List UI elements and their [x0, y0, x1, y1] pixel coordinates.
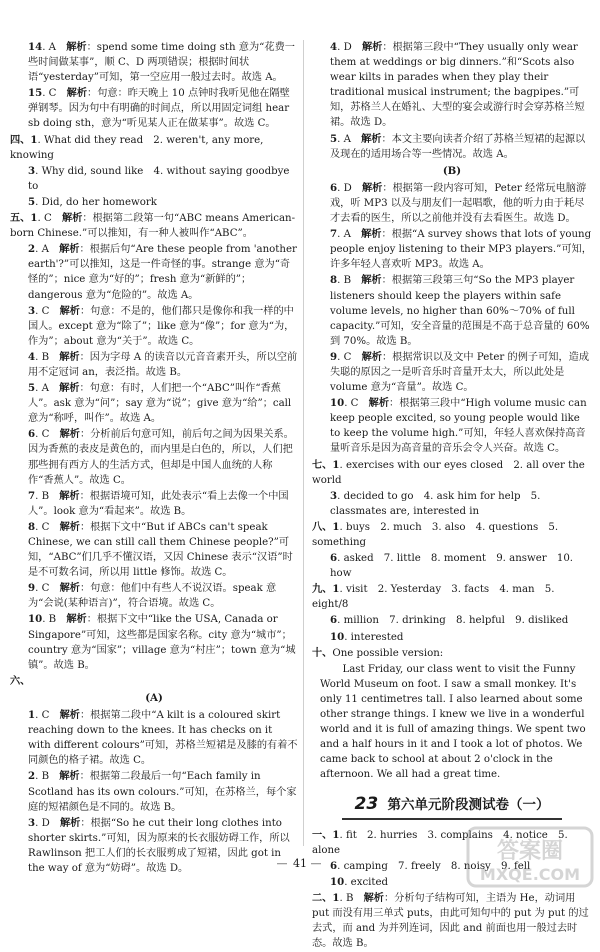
page-number-text: 41 [293, 857, 307, 870]
analysis-label: 解析 [361, 181, 383, 194]
analysis-label: 解析 [59, 709, 80, 722]
answer-number: 14 [28, 41, 43, 53]
answer-text: . Did, do her homework [35, 196, 157, 208]
analysis-label: 解析 [59, 582, 80, 595]
answer-text: One possible version: [332, 647, 444, 659]
answer-text: . fit 2. hurries 3. complains 4. notice 5. alone [312, 829, 568, 856]
analysis-label: 解析 [368, 397, 390, 410]
left-answer-item [10, 211, 298, 241]
analysis-label: 解析 [59, 243, 80, 256]
analysis-label: 解析 [59, 520, 80, 533]
answer-number: 九、1 [312, 583, 340, 596]
right-answer-item [312, 520, 592, 550]
answer-number: 3 [28, 304, 36, 317]
answer-number: 1 [28, 709, 36, 722]
answer-number: 7 [330, 228, 338, 241]
left-answer-item [10, 427, 298, 487]
analysis-label: 解析 [361, 228, 382, 241]
svg-text:答案圈: 答案圈 [496, 839, 564, 864]
analysis-label: 解析 [61, 212, 83, 225]
answer-text: . A 解析：根据后句“Are these people from 'another earth'?”可以推知，这是一件奇怪的事。strange 意为“奇怪的”；nice 意为“好的”；fresh 意为“新鲜的”；dangerous 意为“危险的”。故选 A。 [28, 243, 297, 301]
answer-text: . decided to go 4. ask him for help 5. classmates are, interested in [330, 490, 541, 517]
answer-text: . C 解析：根据第二段第一句“ABC means American-born Chinese.”可以推知，有一种人被叫作“ABC”。 [10, 212, 296, 240]
answer-text: . C 解析：根据下文中“But if ABCs can't speak Chinese, we can still call them Chinese people?”可知，“ABC”们几乎不懂汉语，又因 Chinese 表示“汉语”时是不可数名词，所以用 little 修饰。故选 C。 [28, 520, 293, 579]
analysis-label: 解析 [66, 613, 87, 626]
left-answer-item [10, 133, 298, 163]
right-answer-item [312, 582, 592, 612]
unit-test-header [312, 793, 592, 820]
unit-test-rule [342, 818, 562, 820]
answer-number: 9 [28, 582, 36, 595]
right-answer-item [312, 227, 592, 272]
left-answer-item [10, 40, 298, 85]
analysis-label: 解析 [361, 350, 382, 363]
answer-text: . excited [344, 876, 389, 888]
watermark-logo [466, 826, 594, 888]
answer-text: . D 解析：根据“So he cut their long clothes into shorter skirts.”可知，因为原来的长衣服妨碍工作，所以 Rawlinson 把工人们的长衣服剪成了短裙，因此 got in the way of 意为“妨碍”。故选 D。 [28, 816, 290, 874]
answer-number: 7 [28, 489, 36, 502]
answer-text: . A 解析：spend some time doing sth 意为“花费一些时间做某事”，顺 C、D 两项错误；根据时间状语“yesterday”可知，第一空应用一般过去时。故选 A。 [28, 41, 295, 84]
answer-number: 6 [330, 614, 338, 627]
analysis-label: 解析 [361, 274, 382, 287]
left-answer-item [10, 242, 298, 302]
answer-number: 8 [28, 520, 36, 533]
answer-number: 6 [330, 859, 338, 872]
answer-text: . A 解析：句意：有时，人们把一个“ABC”叫作“香蕉人”。ask 意为“问”；say 意为“说”；give 意为“给”；call 意为“称呼，叫作”。故选 A。 [28, 382, 292, 425]
left-answer-item [10, 381, 298, 426]
answer-number: 10 [330, 630, 345, 643]
answer-number: 4 [28, 350, 36, 363]
analysis-label: 解析 [361, 41, 383, 53]
section-subheading: (B) [442, 164, 462, 177]
answer-number: 10 [28, 613, 43, 626]
answer-text: . buys 2. much 3. also 4. questions 5. something [312, 521, 559, 548]
answer-text: . exercises with our eyes closed 2. all over the world [312, 459, 585, 486]
right-column-answers [312, 40, 592, 783]
answer-number: 2 [28, 243, 36, 256]
answer-text: . C 解析：根据第三段中“High volume music can keep people excited, so young people would like to keep the volume high.”可知，年轻人喜欢保持高音量听音乐是因为高音量的音乐会令人兴奋。故选 C。 [330, 397, 587, 455]
right-answer-item [312, 489, 592, 519]
answer-text: . B 解析：根据第三段第三句“So the MP3 player listeners should keep the players within safe volume levels, no higher than 60%～70% of full capacity.”可知，安全音量的范围是不高于总音量的 60% 到 70%。故选 B。 [330, 274, 590, 347]
left-answer-item [10, 581, 298, 611]
svg-text:MXQE.COM: MXQE.COM [479, 865, 581, 884]
answer-text: . asked 7. little 8. moment 9. answer 10. how [330, 553, 574, 580]
right-answer-item [312, 181, 592, 226]
answer-text: . D 解析：根据第一段内容可知，Peter 经常玩电脑游戏，听 MP3 以及与朋友们一起唱歌，他的听力由于耗尽才去看的医生，所以之前他并没有去看医生。故选 D。 [330, 181, 587, 225]
right-answer-item [312, 646, 592, 661]
column-divider [303, 40, 304, 846]
answer-number: 3 [330, 489, 338, 502]
answer-number: 2 [28, 770, 36, 783]
answer-number: 七、1 [312, 458, 340, 471]
answer-number: 10 [330, 397, 345, 410]
left-answer-item [10, 304, 298, 349]
right-answer-item [312, 613, 592, 628]
answer-text: . B 解析：根据语境可知，此处表示“看上去像一个中国人”。look 意为“看起来”。故选 B。 [28, 489, 289, 517]
right-answer-item [312, 551, 592, 581]
right-answer-item [312, 350, 592, 395]
answer-number: 5 [28, 195, 36, 208]
answer-number: 5 [28, 382, 36, 395]
answer-text: . B 解析：因为字母 A 的读音以元音音素开头，所以空前用不定冠词 an，表泛指。故选 B。 [28, 350, 298, 378]
left-answer-item [10, 164, 298, 194]
left-answer-item [10, 708, 298, 768]
answer-number: 15 [28, 87, 43, 100]
answer-text: . A 解析：本文主要向读者介绍了苏格兰短裙的起源以及现在的适用场合等一些情况。故选 A。 [330, 132, 586, 160]
answer-number: 6 [28, 428, 36, 441]
answer-number: 8 [330, 274, 338, 287]
analysis-label: 解析 [59, 382, 80, 395]
right-answer-item [312, 40, 592, 131]
answer-text: . camping 7. freely 8. noisy 9. fell [337, 860, 531, 872]
answer-number: 6 [330, 181, 338, 194]
answer-text: . D 解析：根据第三段中“They usually only wear them at weddings or big dinners.”和“Scots also wear kilts in parades when they play their traditional musical instrument; the bagpipes.”可知，苏格兰人在婚礼、大型的宴会或游行时会穿苏格兰短裙。故选 D。 [330, 41, 585, 129]
left-answer-item [10, 674, 298, 689]
answer-text: . C 解析：分析前后句意可知，前后句之间为因果关系。因为香蕉的表皮是黄色的，而内里是白色的，所以，人们把那些拥有西方人的生活方式，但却是中国人血统的人称作“香蕉人”。故选 C。 [28, 428, 294, 486]
answer-text: . C 解析：句意：不是的，他们都只是像你和我一样的中国人。except 意为“除了”；like 意为“像”；for 意为“为，作为”；about 意为“关于”。故选 C。 [28, 304, 295, 347]
analysis-label: 解析 [59, 350, 80, 363]
right-answer-item [312, 396, 592, 456]
analysis-label: 解析 [59, 489, 80, 502]
answer-number: 3 [28, 816, 36, 829]
answer-text: . interested [344, 631, 404, 643]
answer-text: . B 解析：分析句子结构可知，主语为 He，动词用 put 而没有用三单式 puts，由此可知句中的 put 为 put 的过去式，而 and 为并列连词，因此 and 前面也用一般过去时态。故选 B。 [312, 891, 589, 950]
answer-text: . million 7. drinking 8. helpful 9. disliked [337, 615, 569, 627]
right-answer-item [312, 458, 592, 488]
answer-text: . B 解析：根据下文中“like the USA, Canada or Singapore”可知，这些都是国家名称。city 意为“城市”；country 意为“国家”；village 意为“村庄”；town 意为“城镇”。故选 B。 [28, 613, 296, 671]
answer-text: . B 解析：根据第二段最后一句“Each family in Scotland has its own colours.”可知，在苏格兰，每个家庭的短裙颜色是不同的。故选 B。 [28, 770, 297, 813]
answer-number: 四、1 [10, 133, 38, 146]
answer-number: 6 [330, 552, 338, 565]
section-subheading: (A) [145, 691, 163, 704]
left-column [10, 40, 298, 877]
left-answer-item [10, 489, 298, 519]
answer-number: 一、1 [312, 828, 340, 841]
answer-number: 十、 [312, 646, 333, 659]
right-column [312, 40, 592, 952]
answer-number: 二、1 [312, 891, 340, 904]
analysis-label: 解析 [59, 304, 80, 317]
answer-number: 5 [330, 132, 338, 145]
left-answer-item [10, 195, 298, 210]
right-answer-item [312, 132, 592, 162]
unit-test-title: 第六单元阶段测试卷（一） [387, 796, 550, 813]
answer-number: 3 [28, 164, 36, 177]
answer-number: 五、1 [10, 212, 38, 225]
answer-text: . C 解析：句意：昨天晚上 10 点钟时我听见他在隔壁弹钢琴。因为句中有明确的时间点，所以用固定词组 hear sb doing sth，意为“听见某人正在做某事”。故选 C。 [28, 87, 290, 130]
left-answer-item [10, 350, 298, 380]
answer-text: . A 解析：根据“A survey shows that lots of young people enjoy listening to their MP3 players.”可知，许多年轻人喜欢听 MP3。故选 A。 [330, 228, 592, 271]
answer-number: 4 [330, 41, 338, 53]
answer-text: . Why did, sound like 4. without saying goodbye to [28, 165, 290, 192]
right-answer-item [312, 273, 592, 348]
analysis-label: 解析 [59, 816, 81, 829]
left-answer-item [10, 86, 298, 131]
answer-text: . C 解析：根据常识以及文中 Peter 的例子可知，造成失聪的原因之一是听音乐时音量开太大，所以此处是 volume 意为“音量”。故选 C。 [330, 350, 590, 394]
answer-number: 10 [330, 875, 345, 888]
answer-number: 9 [330, 350, 338, 363]
page-number: — 41 — [276, 857, 324, 870]
left-answer-item [10, 769, 298, 814]
analysis-label: 解析 [363, 891, 384, 904]
answer-number: 六、 [10, 674, 31, 687]
analysis-label: 解析 [59, 770, 80, 783]
unit-test-number: 23 [354, 793, 379, 814]
analysis-label: 解析 [66, 87, 88, 100]
answer-number: 八、1 [312, 520, 340, 533]
left-answer-item [10, 520, 298, 580]
analysis-label: 解析 [361, 132, 382, 145]
answer-text: . What did they read 2. weren't, any more, knowing [10, 134, 264, 161]
left-answer-item [10, 612, 298, 672]
right-answer-item [312, 630, 592, 645]
answer-text: . C 解析：句意：他们中有些人不说汉语。speak 意为“会说(某种语言)”，符合语境。故选 C。 [28, 582, 277, 610]
answer-text: . visit 2. Yesterday 3. facts 4. man 5. eight/8 [312, 584, 555, 611]
unit-answer-item [312, 891, 592, 951]
answer-text: . C 解析：根据第二段中“A kilt is a coloured skirt reaching down to the knees. It has checks on it with different colours”可知，苏格兰短裙是及膝的有着不同颜色的格子裙。故选 C。 [28, 709, 298, 767]
analysis-label: 解析 [66, 41, 87, 53]
analysis-label: 解析 [59, 428, 80, 441]
model-essay: Last Friday, our class went to visit the Funny World Museum on foot. I saw a small monkey. It's only 11 centimetres tall. I also learned about some other strange things. I knew we live in a wonderful world and it is full of amazing things. We spent two and a half hours in it and I took a lot of photos. We came back to school at about 2 o'clock in the afternoon. We all had a great time. [320, 663, 586, 781]
